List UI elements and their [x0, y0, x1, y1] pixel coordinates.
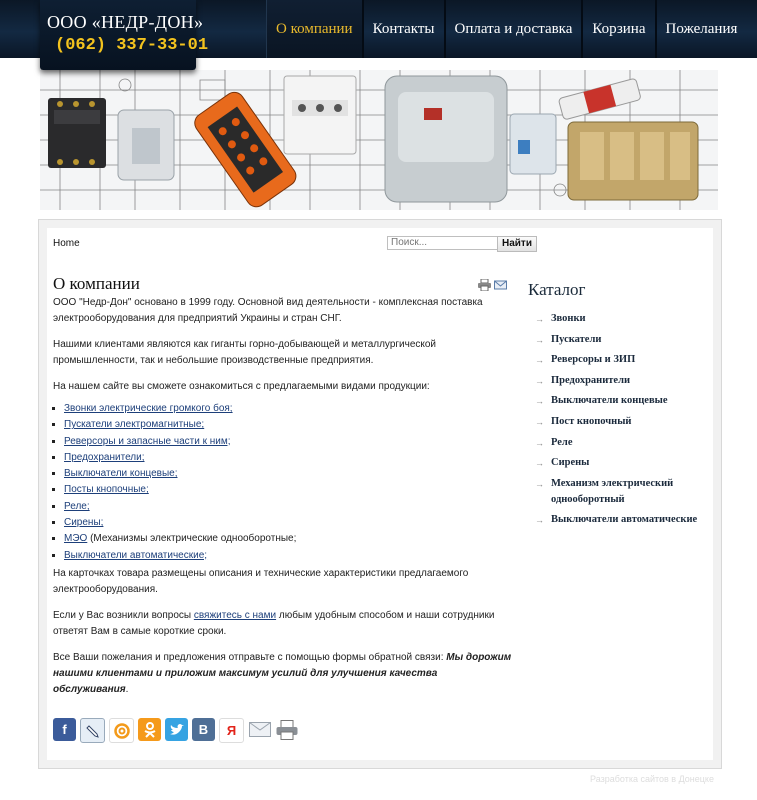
- article-tools: [478, 278, 507, 296]
- list-item: [64, 499, 513, 515]
- arrow-icon: →: [535, 375, 544, 386]
- products-intro: На нашем сайте вы сможете ознакомиться с предлагаемыми видами продукции:: [53, 381, 430, 392]
- nav-cart[interactable]: Корзина: [581, 0, 654, 58]
- nav-about[interactable]: О компании: [266, 0, 362, 58]
- arrow-icon: →: [535, 458, 544, 469]
- product-link-circuit-breakers[interactable]: Выключатели автоматические;: [64, 549, 208, 561]
- list-item: [64, 401, 513, 417]
- clients-paragraph: Нашими клиентами являются как гиганты горно-добывающей и металлургической промышленности, так и небольшие производственные предприятия.: [53, 339, 437, 366]
- arrow-icon: →: [535, 515, 544, 526]
- catalog-item-reversers[interactable]: → Реверсоры и ЗИП: [535, 352, 715, 368]
- list-item: [64, 450, 513, 466]
- nav-payment-delivery[interactable]: Оплата и доставка: [444, 0, 582, 58]
- catalog-item-bells[interactable]: → Звонки: [535, 311, 715, 327]
- catalog-item-sirens[interactable]: → Сирены: [535, 455, 715, 471]
- catalog-item-relays[interactable]: → Реле: [535, 435, 715, 451]
- catalog-item-button-post[interactable]: → Пост кнопочный: [535, 414, 715, 430]
- logo[interactable]: [40, 0, 209, 70]
- meo-description: (Механизмы электрические однооборотные;: [87, 533, 297, 545]
- contact-paragraph: Если у Вас возникли вопросы свяжитесь с нами любым удобным способом и наши сотрудники ответят Вам в самые короткие сроки.: [53, 609, 495, 637]
- arrow-icon: →: [535, 478, 544, 489]
- email-icon[interactable]: [494, 278, 507, 296]
- list-item: [64, 548, 513, 564]
- list-item: [64, 466, 513, 482]
- footer-credit[interactable]: Разработка сайтов в Донецке: [590, 774, 714, 784]
- arrow-icon: →: [535, 416, 544, 427]
- arrow-icon: →: [535, 314, 544, 324]
- product-link-relays[interactable]: Реле;: [64, 500, 90, 512]
- list-item: [64, 482, 513, 498]
- breadcrumb[interactable]: Home: [53, 238, 80, 249]
- catalog-item-starters[interactable]: → Пускатели: [535, 332, 715, 348]
- search-input[interactable]: [387, 236, 501, 250]
- livejournal-icon[interactable]: [80, 718, 105, 743]
- main-nav: [266, 0, 746, 58]
- print-icon[interactable]: [275, 718, 298, 741]
- list-item: [64, 434, 513, 450]
- catalog-title: Каталог: [528, 280, 586, 299]
- product-link-meo[interactable]: МЭО: [64, 533, 88, 545]
- odnoklassniki-icon[interactable]: [138, 718, 161, 741]
- email-icon[interactable]: [248, 718, 271, 741]
- feedback-emphasis: Мы дорожим нашими клиентами и приложим максимум усилий для улучшения качества обслуживания: [53, 651, 512, 695]
- catalog-item-limit-switches[interactable]: → Выключатели концевые: [535, 393, 715, 409]
- twitter-icon[interactable]: [165, 718, 188, 741]
- product-link-button-posts[interactable]: Посты кнопочные;: [64, 484, 149, 496]
- catalog-list: [535, 311, 715, 533]
- mail-ru-icon[interactable]: [109, 718, 134, 743]
- catalog-item-circuit-breakers[interactable]: → Выключатели автоматические: [535, 512, 715, 528]
- nav-wishes[interactable]: Пожелания: [655, 0, 747, 58]
- print-icon[interactable]: [478, 278, 491, 296]
- arrow-icon: →: [535, 396, 544, 407]
- facebook-icon[interactable]: f: [53, 718, 76, 741]
- product-link-sirens[interactable]: Сирены;: [64, 517, 104, 529]
- products-list: [53, 401, 513, 564]
- feedback-paragraph: Все Ваши пожелания и предложения отправьте с помощью формы обратной связи: Мы дорожим нашими клиентами и приложим максимум усилий для улучшения качества обслуживания.: [53, 651, 512, 695]
- arrow-icon: →: [535, 437, 544, 448]
- product-link-limit-switches[interactable]: Выключатели концевые;: [64, 468, 178, 480]
- product-link-fuses[interactable]: Предохранители;: [64, 451, 145, 463]
- nav-contacts[interactable]: Контакты: [362, 0, 444, 58]
- yandex-icon[interactable]: Я: [219, 718, 244, 743]
- cards-paragraph: На карточках товара размещены описания и технические характеристики предлагаемого электрооборудования.: [53, 567, 469, 595]
- header-banner-image: [40, 70, 718, 210]
- company-name: ООО «НЕДР-ДОН»: [47, 12, 204, 32]
- list-item: [64, 531, 513, 547]
- arrow-icon: →: [535, 334, 544, 345]
- intro-paragraph: ООО "Недр-Дон" основано в 1999 году. Основной вид деятельности - комплексная поставка электрооборудования для предприятий Украины и стран СНГ.: [53, 297, 483, 324]
- share-bar: [53, 718, 298, 743]
- arrow-icon: →: [535, 355, 544, 366]
- page-title: О компании: [53, 274, 140, 293]
- catalog-item-fuses[interactable]: → Предохранители: [535, 373, 715, 389]
- list-item: [64, 515, 513, 531]
- product-link-reversers[interactable]: Реверсоры и запасные части к ним;: [64, 435, 231, 447]
- list-item: [64, 417, 513, 433]
- search-button[interactable]: Найти: [497, 236, 537, 252]
- contact-link[interactable]: свяжитесь с нами: [193, 609, 277, 621]
- product-link-bells[interactable]: Звонки электрические громкого боя;: [64, 403, 233, 414]
- phone-number: (062) 337-33-01: [55, 36, 209, 55]
- product-link-starters[interactable]: Пускатели электромагнитные;: [64, 419, 205, 431]
- catalog-item-meo[interactable]: → Механизм электрический однооборотный: [535, 477, 674, 505]
- vkontakte-icon[interactable]: B: [192, 718, 215, 741]
- article-body: [53, 295, 513, 708]
